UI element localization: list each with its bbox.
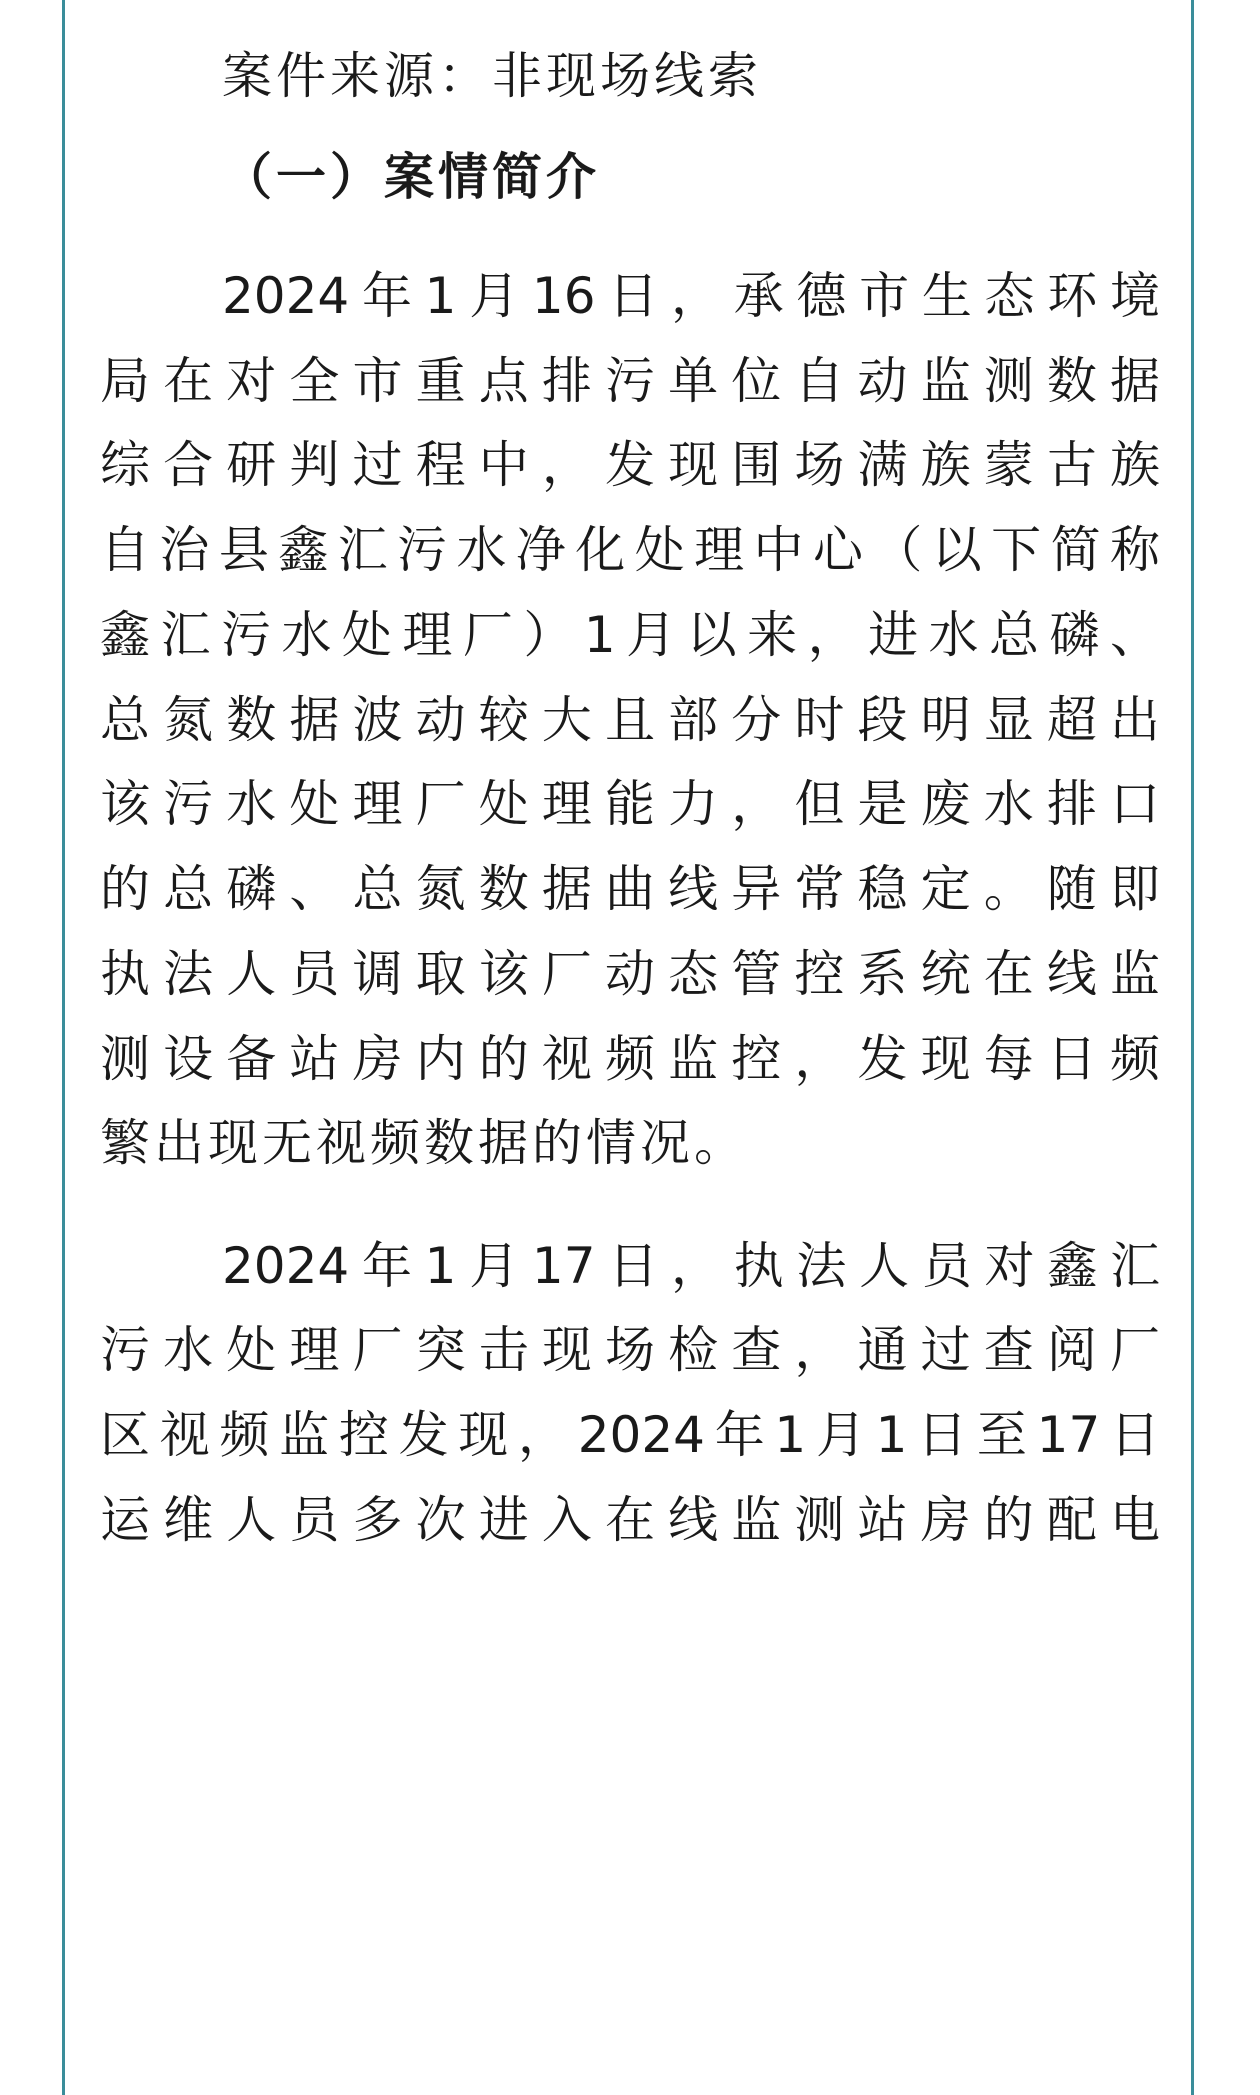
- paragraph-line: 2024年1月17日，执法人员对鑫汇: [222, 1237, 1160, 1295]
- section-heading: （一）案情简介: [222, 148, 600, 206]
- paragraph-line: 自治县鑫汇污水净化处理中心（以下简称: [100, 521, 1160, 579]
- paragraph-line: 该污水处理厂处理能力，但是废水排口: [100, 775, 1160, 833]
- paragraph-line: 污水处理厂突击现场检查，通过查阅厂: [100, 1321, 1160, 1379]
- paragraph-line: 鑫汇污水处理厂）1月以来，进水总磷、: [100, 606, 1160, 664]
- paragraph-line: 区视频监控发现，2024年1月1日至17日: [100, 1406, 1160, 1464]
- paragraph-line: 总氮数据波动较大且部分时段明显超出: [100, 691, 1160, 749]
- paragraph-line: 执法人员调取该厂动态管控系统在线监: [100, 945, 1160, 1003]
- paragraph-line: 测设备站房内的视频监控，发现每日频: [100, 1030, 1160, 1088]
- paragraph-line: 运维人员多次进入在线监测站房的配电: [100, 1491, 1160, 1549]
- paragraph-line: 局在对全市重点排污单位自动监测数据: [100, 352, 1160, 410]
- case-source-line: 案件来源：非现场线索: [222, 47, 762, 105]
- paragraph-line: 繁出现无视频数据的情况。: [100, 1114, 748, 1172]
- paragraph-line: 2024年1月16日，承德市生态环境: [222, 267, 1160, 325]
- paragraph-line: 的总磷、总氮数据曲线异常稳定。随即: [100, 860, 1160, 918]
- paragraph-line: 综合研判过程中，发现围场满族蒙古族: [100, 436, 1160, 494]
